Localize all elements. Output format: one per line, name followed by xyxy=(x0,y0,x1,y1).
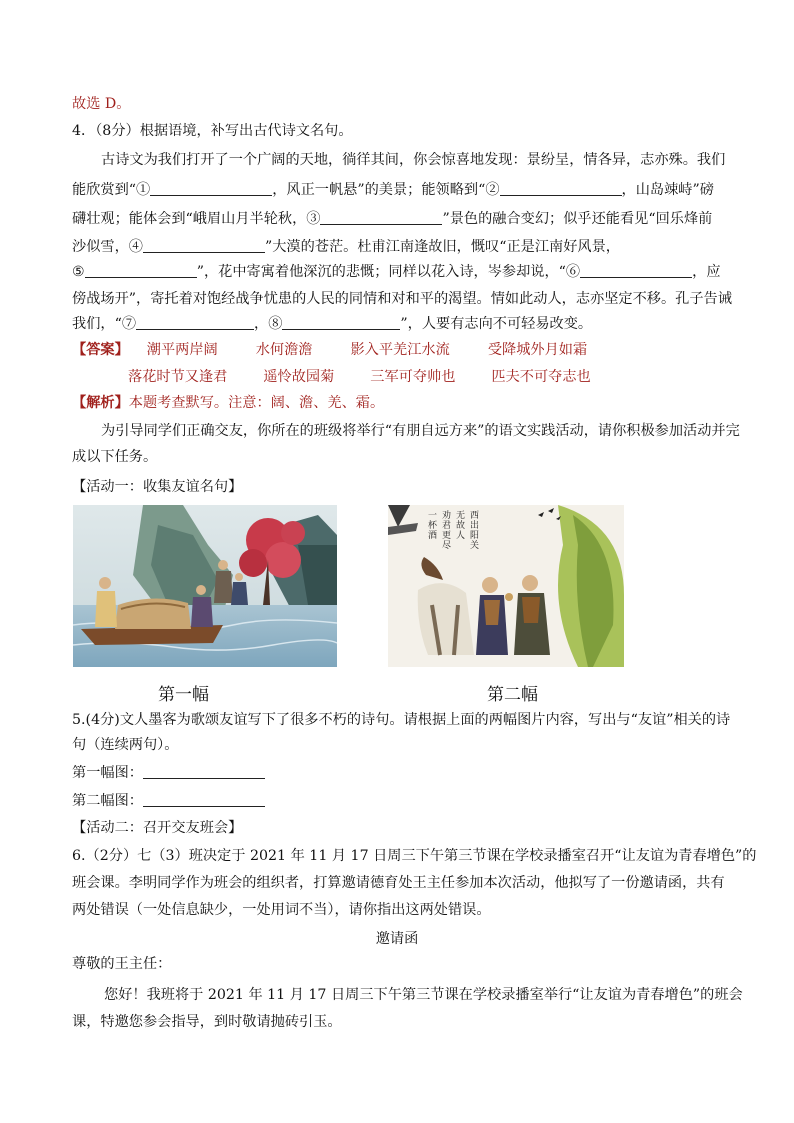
q4-text: ，风正一帆悬”的美景；能领略到“② xyxy=(272,182,500,198)
q4-text: 能欣赏到“① xyxy=(72,182,151,198)
fig1-answer-blank[interactable] xyxy=(143,763,265,779)
activity-one-title: 【活动一：收集友谊名句】 xyxy=(72,479,243,495)
fill-blank-2[interactable] xyxy=(500,180,622,196)
picture-caption-1: 第一幅 xyxy=(158,685,209,705)
calligraphy-column: 劝君更尽 xyxy=(442,511,452,551)
fill-blank-7[interactable] xyxy=(136,314,254,330)
painting-farewell-toast xyxy=(388,505,624,667)
q4-text: 沙似雪，④ xyxy=(72,239,143,255)
answer-label: 【答案】 xyxy=(72,342,129,358)
q4-paragraph-line xyxy=(72,314,592,334)
question-5-line: 5.(4分)文人墨客为歌颂友谊写下了很多不朽的诗句。请根据上面的两幅图片内容，写出与“友谊”相关的诗 xyxy=(72,712,731,728)
analysis-line xyxy=(72,393,384,413)
q4-paragraph-line: 古诗文为我们打开了一个广阔的天地，徜徉其间，你会惊喜地发现：景纷呈，情各异，志亦殊。我们 xyxy=(101,152,726,168)
fig1-label: 第一幅图： xyxy=(72,765,143,781)
picture-caption-2: 第二幅 xyxy=(487,685,538,705)
q4-paragraph-line: 傍战场开”，寄托着对饱经战争忧患的人民的同情和对和平的渴望。情如此动人，志亦坚定不移。孔子告诫 xyxy=(72,291,732,307)
fig2-answer-line xyxy=(72,791,265,811)
q4-text: ”，人要有志向不可轻易改变。 xyxy=(400,316,593,332)
calligraphy-column: 西出阳关 xyxy=(470,511,480,551)
answer-item: 匹夫不可夺志也 xyxy=(491,369,591,385)
answer-item: 水何澹澹 xyxy=(255,342,313,358)
q4-text: 礴壮观；能体会到“峨眉山月半轮秋，③ xyxy=(72,211,321,227)
previous-answer-line: 故选 D。 xyxy=(72,96,131,112)
farewell-painting-image xyxy=(388,505,624,667)
fill-blank-5[interactable] xyxy=(85,262,197,278)
fill-blank-8[interactable] xyxy=(282,314,400,330)
q4-text: ，应 xyxy=(692,264,721,280)
answer-row xyxy=(128,367,629,387)
answer-item: 三军可夺帅也 xyxy=(370,369,456,385)
activity-intro-line: 为引导同学们正确交友，你所在的班级将举行“有朋自远方来”的语文实践活动，请你积极参加活动并完 xyxy=(101,423,740,439)
fig2-answer-blank[interactable] xyxy=(143,791,265,807)
analysis-label: 【解析】 xyxy=(72,395,129,411)
q4-paragraph-line xyxy=(72,209,712,229)
answer-item: 遥怜故园菊 xyxy=(263,369,335,385)
painting-boat-farewell xyxy=(73,505,337,667)
q4-paragraph-line xyxy=(72,237,620,257)
letter-body-line: 课，特邀您参会指导，到时敬请抛砖引玉。 xyxy=(72,1014,342,1030)
q4-text: ”，花中寄寓着他深沉的悲慨；同样以花入诗，岑参却说，“⑥ xyxy=(196,264,581,280)
fig2-label: 第二幅图： xyxy=(72,793,143,809)
letter-salutation: 尊敬的王主任： xyxy=(72,956,172,972)
letter-body-line: 您好！我班将于 2021 年 11 月 17 日周三下午第三节课在学校录播室举行“让友谊为青春增色”的班会 xyxy=(104,987,743,1003)
calligraphy-inscription xyxy=(428,511,479,551)
question-4-title: 4．（8分）根据语境，补写出古代诗文名句。 xyxy=(72,123,353,139)
answer-item: 影入平羌江水流 xyxy=(350,342,450,358)
fill-blank-1[interactable] xyxy=(150,180,272,196)
fig1-answer-line xyxy=(72,763,265,783)
q4-paragraph-line xyxy=(72,262,721,282)
activity-intro-line: 成以下任务。 xyxy=(72,449,158,465)
question-6-line: 两处错误（一处信息缺少，一处用词不当），请你指出这两处错误。 xyxy=(72,902,491,918)
q4-paragraph-line xyxy=(72,180,714,200)
letter-title: 邀请函 xyxy=(375,931,419,947)
fill-blank-6[interactable] xyxy=(580,262,692,278)
fill-blank-3[interactable] xyxy=(320,209,442,225)
q4-text: ”大漠的苍茫。杜甫江南逢故旧，慨叹“正是江南好风景， xyxy=(264,239,620,255)
answer-item: 潮平两岸阔 xyxy=(146,342,218,358)
calligraphy-column: 一杯酒 xyxy=(428,511,438,541)
boat-painting-image xyxy=(73,505,337,667)
question-5-line: 句（连续两句）。 xyxy=(72,737,179,753)
calligraphy-column: 无故人 xyxy=(456,511,466,541)
analysis-text: 本题考查默写。注意：阔、澹、羌、霜。 xyxy=(128,395,385,411)
fill-blank-4[interactable] xyxy=(143,237,265,253)
question-6-line: 班会课。李明同学作为班会的组织者，打算邀请德育处王主任参加本次活动，他拟写了一份邀请函，共有 xyxy=(72,875,725,891)
answer-item: 受降城外月如霜 xyxy=(487,342,588,358)
q4-text: ，山岛竦峙”磅 xyxy=(621,182,714,198)
q4-text: ⑤ xyxy=(72,264,85,280)
answer-row xyxy=(72,340,625,360)
q4-text: ”景色的融合变幻；似乎还能看见“回乐烽前 xyxy=(442,211,713,227)
q4-text: 我们，“⑦ xyxy=(72,316,137,332)
question-6-line: 6.（2分）七（3）班决定于 2021 年 11 月 17 日周三下午第三节课在学校录播室召开“让友谊为青春增色”的 xyxy=(72,848,757,864)
activity-two-title: 【活动二：召开交友班会】 xyxy=(72,820,243,836)
answer-item: 落花时节又逢君 xyxy=(128,369,228,385)
q4-text: ，⑧ xyxy=(254,316,283,332)
